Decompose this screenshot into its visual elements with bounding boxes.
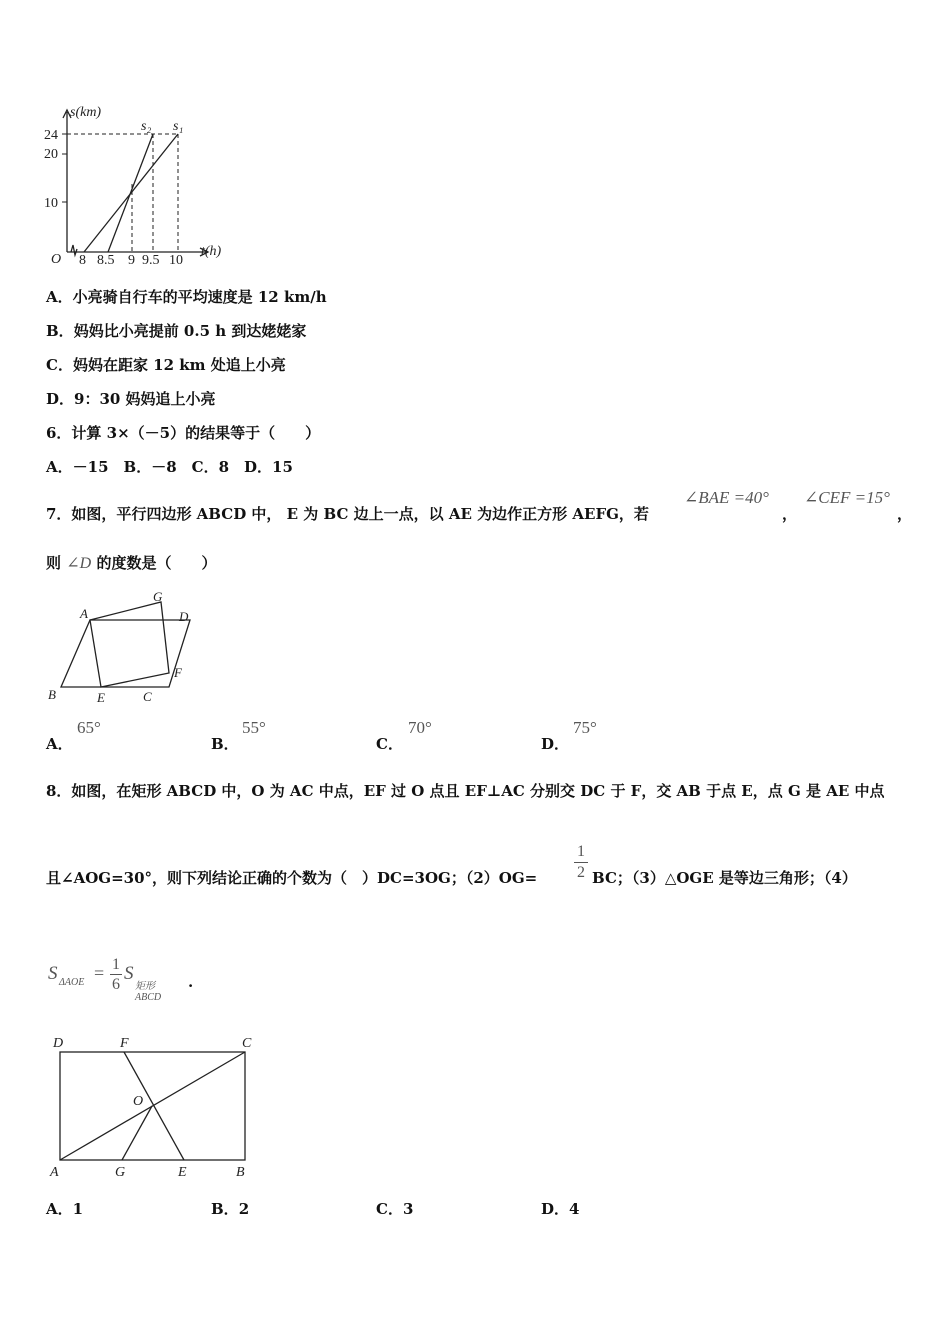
formula-frac: 1 6 xyxy=(112,956,120,993)
q7-comma-2: ， xyxy=(897,505,913,523)
x-tick-8: 8 xyxy=(79,253,86,268)
q7-option-a[interactable]: A． xyxy=(46,735,73,753)
formula-eq: = xyxy=(94,963,105,983)
origin-label: O xyxy=(51,252,62,267)
label-c: C xyxy=(143,689,152,704)
q7-condition-cef: ∠CEF =15° xyxy=(804,488,890,507)
q8-option-d[interactable]: D．4 xyxy=(541,1200,580,1218)
frac-denominator: 2 xyxy=(577,864,585,881)
label-b: B xyxy=(48,687,56,702)
axis-break xyxy=(71,245,77,255)
q7-comma-1: ， xyxy=(782,505,798,523)
y-tick-20: 20 xyxy=(44,147,58,162)
label-g: G xyxy=(153,589,163,604)
label-g: G xyxy=(115,1165,126,1180)
q5-option-a[interactable]: A．小亮骑自行车的平均速度是 12 km/h xyxy=(46,288,327,306)
label-e: E xyxy=(97,690,105,705)
label-f: F xyxy=(174,665,182,680)
label-f: F xyxy=(120,1036,129,1051)
label-a: A xyxy=(50,1165,59,1180)
label-o: O xyxy=(133,1094,144,1109)
formula-s2: S xyxy=(124,963,134,984)
label-d: D xyxy=(53,1036,64,1051)
q8-stem-line2b: BC；（3）△OGE 是等边三角形；（4） xyxy=(592,869,857,887)
q6-stem: 6．计算 3×（－5）的结果等于（ ） xyxy=(46,424,321,442)
y-axis-label: s(km) xyxy=(70,105,102,120)
q8-option-a[interactable]: A．1 xyxy=(46,1200,84,1218)
q8-stem: 8．如图，在矩形 ABCD 中，O 为 AC 中点，EF 过 O 点且 EF⊥AC 分别交 DC 于 F，交 AB 于点 E，点 G 是 AE 中点 xyxy=(46,782,885,800)
line-s2-label: s₂ xyxy=(141,119,152,134)
q8-option-c[interactable]: C．3 xyxy=(376,1200,414,1218)
q7-option-d[interactable]: D． xyxy=(541,735,570,753)
frac-numerator: 1 xyxy=(577,843,585,860)
q8-fraction-half xyxy=(574,842,588,883)
label-d: D xyxy=(179,609,189,624)
x-axis-label: t(h) xyxy=(201,244,222,259)
x-tick-10: 10 xyxy=(169,253,183,268)
formula-period: . xyxy=(188,973,194,991)
y-tick-24: 24 xyxy=(44,128,58,143)
angle-d-symbol: ∠D xyxy=(66,555,92,572)
q5-option-b[interactable]: B．妈妈比小亮提前 0.5 h 到达姥姥家 xyxy=(46,322,307,340)
q6-options[interactable]: A．－15 B．－8 C．8 D．15 xyxy=(46,458,293,476)
q7-stem-line2: 则 ∠D 的度数是（ ） xyxy=(46,554,217,572)
distance-time-graph xyxy=(40,100,250,272)
q8-stem-line2a: 且∠AOG=30°，则下列结论正确的个数为（ ）DC=3OG；（2）OG= xyxy=(46,869,538,887)
q5-option-d[interactable]: D．9：30 妈妈追上小亮 xyxy=(46,390,216,408)
q7-stem: 7．如图，平行四边形 ABCD 中， E 为 BC 边上一点，以 AE 为边作正方形 AEFG，若 xyxy=(46,505,649,523)
square-aefg xyxy=(90,602,169,687)
label-c: C xyxy=(242,1036,252,1051)
line-s2 xyxy=(108,134,153,252)
parallelogram-abcd xyxy=(61,620,190,687)
q7-condition-bae: ∠BAE =40° xyxy=(684,488,769,507)
line-s1-label: s₁ xyxy=(173,119,184,134)
q7-parallelogram-figure xyxy=(40,585,200,710)
label-e: E xyxy=(178,1165,187,1180)
q7-option-c[interactable]: C． xyxy=(376,735,403,753)
y-tick-10: 10 xyxy=(44,196,58,211)
label-a: A xyxy=(80,606,88,621)
formula-s1: S xyxy=(48,963,58,984)
q8-option-b[interactable]: B．2 xyxy=(211,1200,250,1218)
formula-sub2: 矩形ABCD xyxy=(135,981,162,1003)
segment-og xyxy=(122,1106,152,1160)
x-tick-9: 9 xyxy=(128,253,135,268)
q7-option-a-value: 65° xyxy=(77,718,101,737)
formula-sub1: ΔAOE xyxy=(59,977,85,988)
x-tick-8.5: 8.5 xyxy=(97,253,115,268)
q7-option-d-value: 75° xyxy=(573,718,597,737)
q7-option-b-value: 55° xyxy=(242,718,266,737)
q7-option-c-value: 70° xyxy=(408,718,432,737)
q8-rectangle-figure xyxy=(44,1030,264,1185)
label-b: B xyxy=(236,1165,245,1180)
diagonal-ac xyxy=(60,1052,245,1160)
x-tick-9.5: 9.5 xyxy=(142,253,160,268)
q7-option-b[interactable]: B． xyxy=(211,735,239,753)
q5-option-c[interactable]: C．妈妈在距家 12 km 处追上小亮 xyxy=(46,356,286,374)
